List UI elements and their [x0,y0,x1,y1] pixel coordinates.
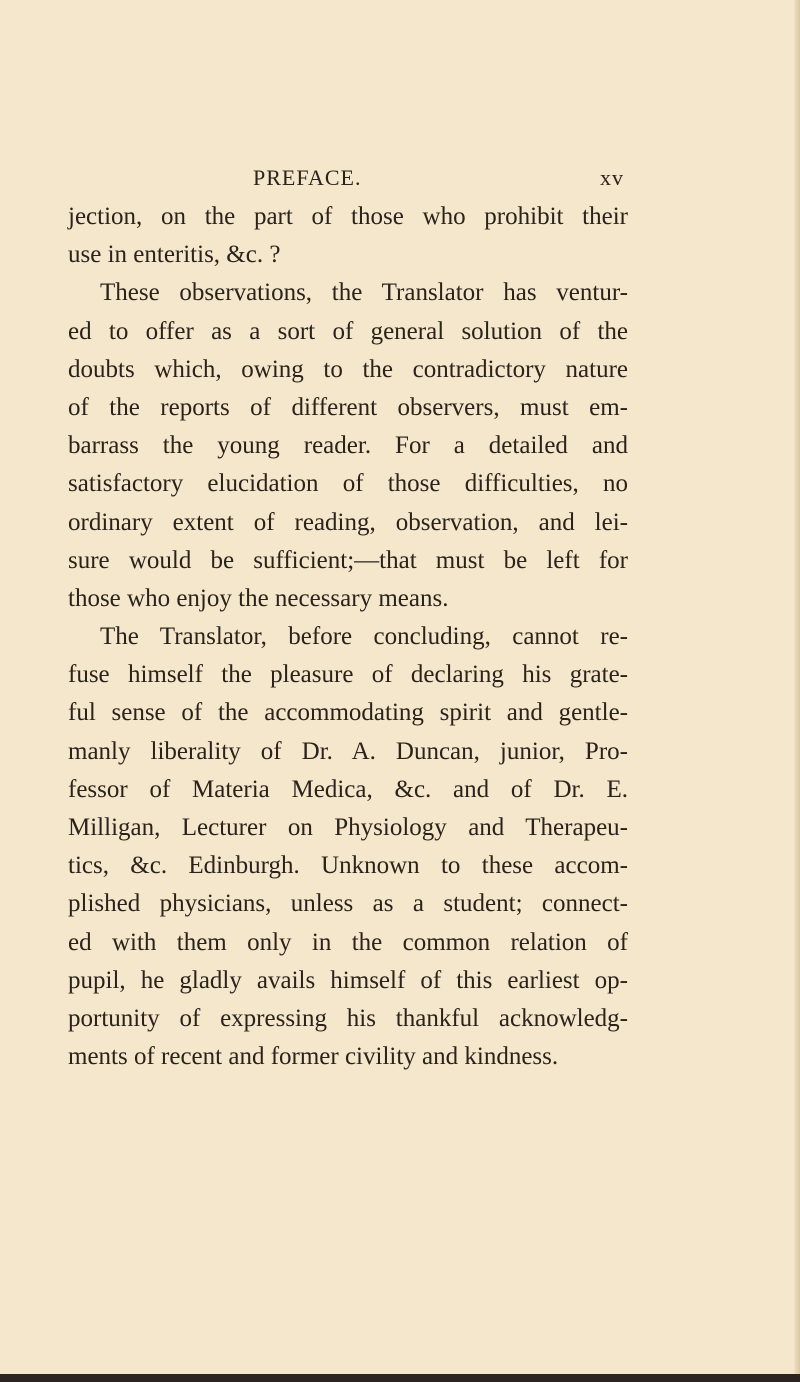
text-line-2: use in enteritis, &c. ? [68,241,281,269]
running-title: PREFACE. [253,165,362,190]
text-line-22: portunity of expressing his thankful acknowledg- [68,1004,628,1032]
text-line-11: those who enjoy the necessary means. [68,584,449,612]
page-header [68,165,624,197]
text-line-19: plished physicians, unless as a student; connect- [68,890,628,918]
page-number: xv [600,165,624,190]
text-line-15: manly liberality of Dr. A. Duncan, junior, Pro- [68,737,628,765]
text-line-14: ful sense of the accommodating spirit and gentle- [68,699,628,727]
text-line-16: fessor of Materia Medica, &c. and of Dr. E. [68,775,628,803]
text-line-9: ordinary extent of reading, observation, and lei- [68,508,628,536]
text-line-7: barrass the young reader. For a detailed and [68,432,628,460]
text-line-13: fuse himself the pleasure of declaring his grate- [68,661,628,689]
text-line-10: sure would be sufficient;—that must be left for [68,546,628,574]
text-line-18: tics, &c. Edinburgh. Unknown to these accom- [68,852,628,880]
text-line-4: ed to offer as a sort of general solution of the [68,317,628,345]
text-line-1: jection, on the part of those who prohibit their [68,203,628,230]
text-line-3: These observations, the Translator has ventur- [100,279,628,307]
text-line-20: ed with them only in the common relation of [68,928,628,956]
text-line-8: satisfactory elucidation of those difficulties, no [68,470,628,498]
text-line-6: of the reports of different observers, must em- [68,393,628,421]
body-text [68,198,628,1076]
text-line-12: The Translator, before concluding, cannot re- [100,623,628,651]
text-line-23: ments of recent and former civility and kindness. [68,1043,559,1071]
text-line-17: Milligan, Lecturer on Physiology and Therapeu- [68,814,628,841]
text-line-21: pupil, he gladly avails himself of this earliest op- [68,966,628,994]
page-edge [794,0,800,1382]
text-line-5: doubts which, owing to the contradictory nature [68,355,628,383]
bottom-edge [0,1374,800,1382]
